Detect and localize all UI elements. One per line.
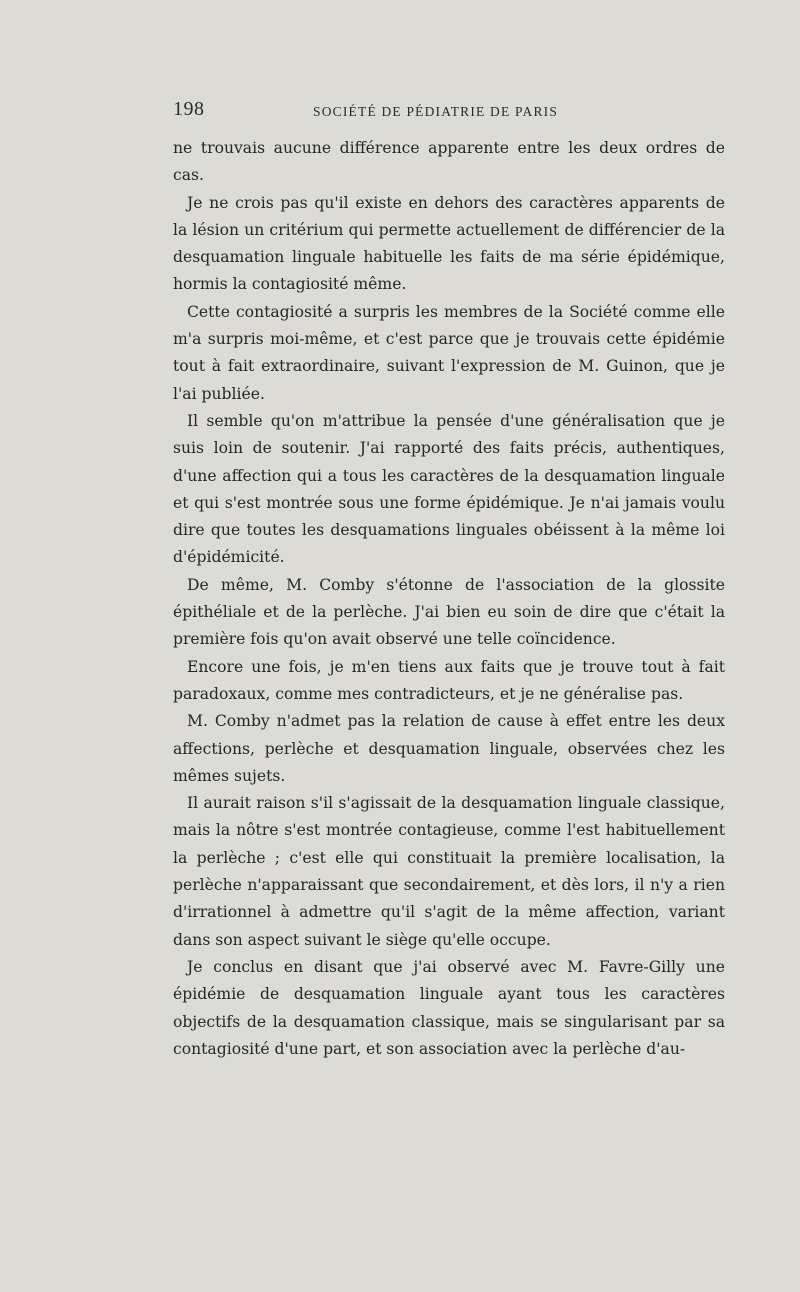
paragraph: De même, M. Comby s'étonne de l'association de la glossite épithéliale et de la perlèche. J'ai bien eu soin de dire que c'était la première fois qu'on avait observé une telle coïncidence. — [173, 575, 725, 649]
running-title: SOCIÉTÉ DE PÉDIATRIE DE PARIS — [313, 104, 559, 119]
running-head — [173, 98, 723, 128]
page-number: 198 — [173, 98, 205, 120]
paragraph: Je conclus en disant que j'ai observé avec M. Favre-Gilly une épidémie de desquamation linguale ayant tous les caractères objectifs de la desquamation classique, mais se singularisant par sa contagiosité d'une part, et son association avec la perlèche d'au- — [173, 957, 725, 1058]
paragraph: ne trouvais aucune différence apparente entre les deux ordres de cas. — [173, 139, 725, 185]
paragraph: M. Comby n'admet pas la relation de cause à effet entre les deux affections, perlèche et desquamation linguale, observées chez les mêmes sujets. — [173, 712, 725, 785]
paragraph: Je ne crois pas qu'il existe en dehors des caractères apparents de la lésion un critérium qui permette actuellement de différencier de la desquamation linguale habituelle les faits de ma série épidémique, hormis la contagiosité même. — [173, 193, 725, 294]
body-text — [173, 135, 725, 1063]
paragraph: Cette contagiosité a surpris les membres de la Société comme elle m'a surpris moi-même, et c'est parce que je trouvais cette épidémie tout à fait extraordinaire, suivant l'expression de M. Guinon, que je l'ai publiée. — [173, 302, 725, 403]
paragraph: Encore une fois, je m'en tiens aux faits que je trouve tout à fait paradoxaux, comme mes contradicteurs, et je ne généralise pas. — [173, 657, 725, 703]
paragraph: Il aurait raison s'il s'agissait de la desquamation linguale classique, mais la nôtre s'est montrée contagieuse, comme l'est habituellement la perlèche ; c'est elle qui constituait la première localisation, la perlèche n'apparaissant que secondairement, et dès lors, il n'y a rien d'irrationnel à admettre qu'il s'agit de la même affection, variant dans son aspect suivant le siège qu'elle occupe. — [173, 794, 725, 949]
paragraph: Il semble qu'on m'attribue la pensée d'une généralisation que je suis loin de soutenir. J'ai rapporté des faits précis, authentiques, d'une affection qui a tous les caractères de la desquamation linguale et qui s'est montrée sous une forme épidémique. Je n'ai jamais voulu dire que toutes les desquamations linguales obéissent à la même loi d'épidémicité. — [173, 411, 725, 567]
